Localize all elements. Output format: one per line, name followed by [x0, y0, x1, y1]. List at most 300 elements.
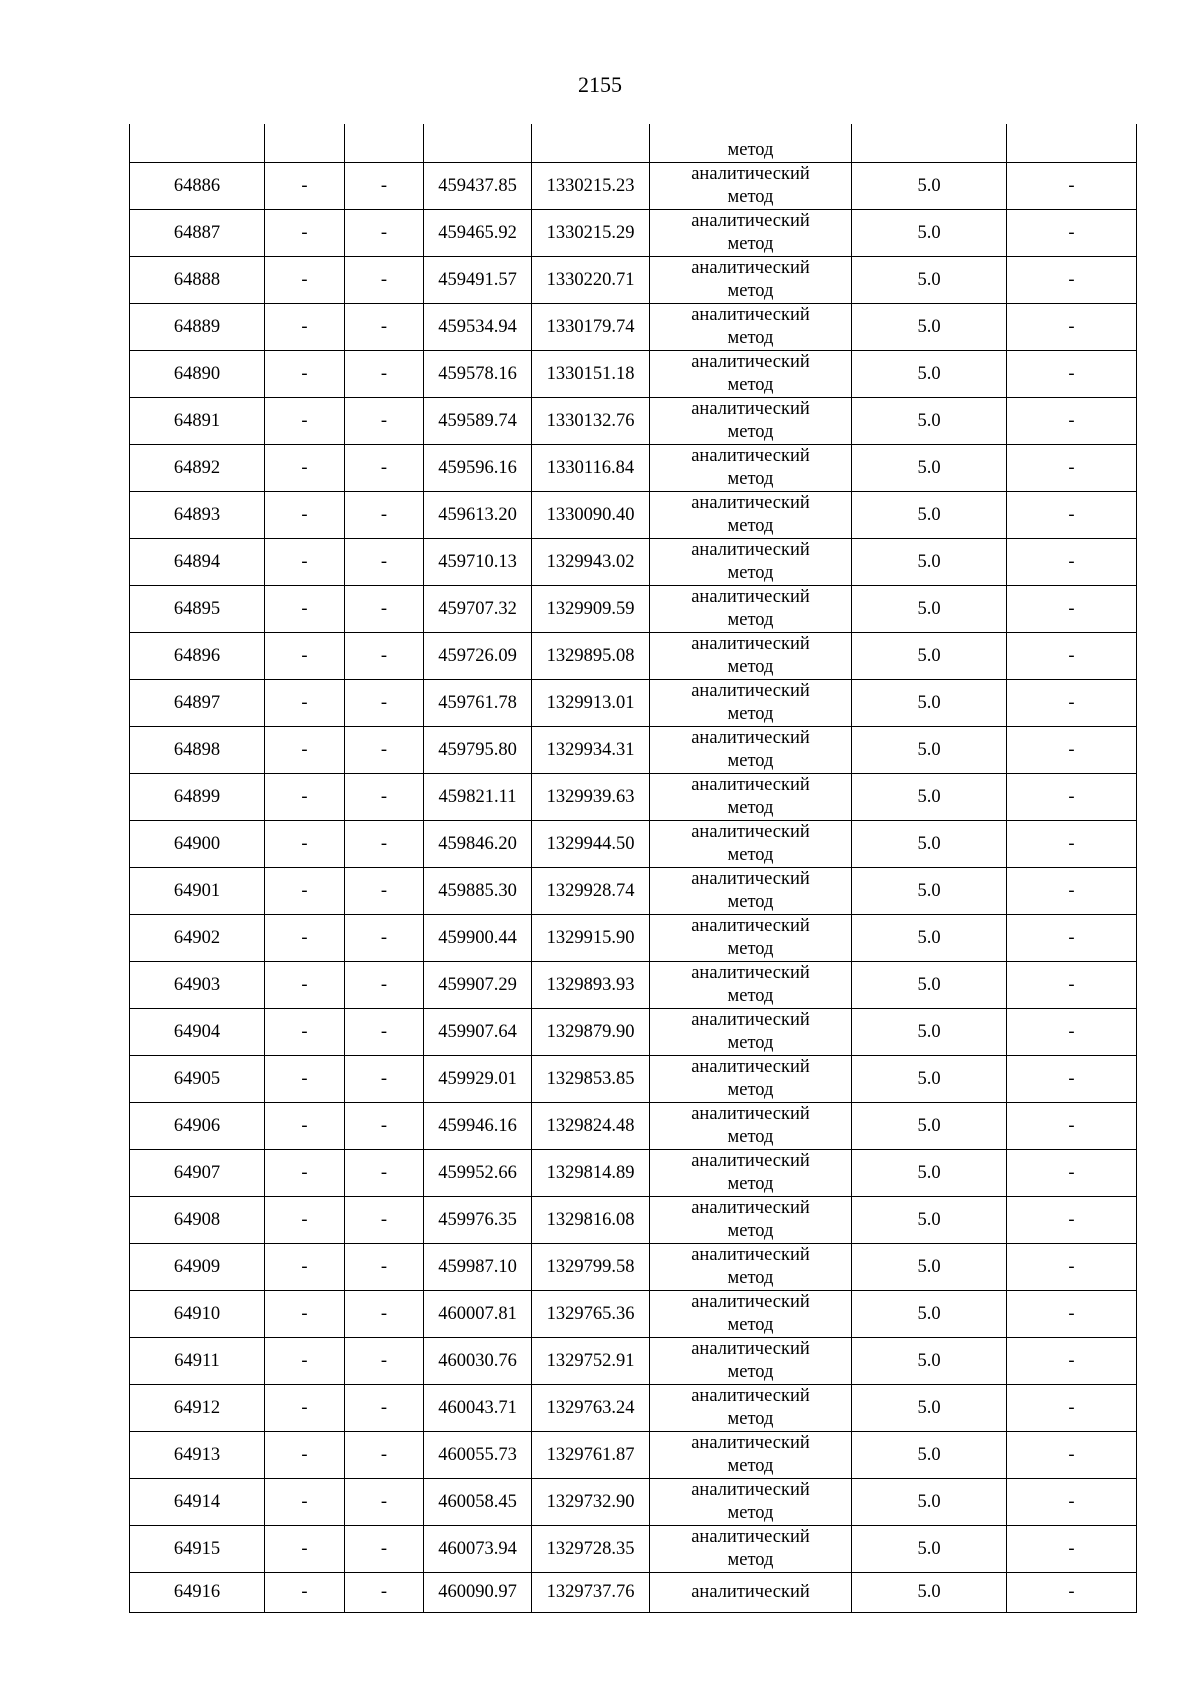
- method-cell: [650, 257, 852, 304]
- dash-cell: -: [265, 163, 345, 210]
- point-id-cell: 64896: [130, 633, 265, 680]
- dash-cell: -: [345, 445, 424, 492]
- table-row: [130, 1338, 1137, 1385]
- x-coordinate-cell: 459900.44: [424, 915, 532, 962]
- dash-cell: -: [1007, 398, 1137, 445]
- precision-cell: 5.0: [852, 351, 1007, 398]
- point-id-cell: 64901: [130, 868, 265, 915]
- precision-cell: 5.0: [852, 163, 1007, 210]
- method-text: метод: [727, 516, 774, 536]
- dash-cell: -: [345, 257, 424, 304]
- dash-cell: -: [1007, 1479, 1137, 1526]
- method-text: аналитический: [691, 446, 810, 466]
- table-cell: [1007, 124, 1137, 163]
- dash-cell: -: [265, 962, 345, 1009]
- method-text: аналитический: [691, 916, 810, 936]
- method-text: метод: [727, 1409, 774, 1429]
- dash-cell: -: [345, 163, 424, 210]
- point-id-cell: 64892: [130, 445, 265, 492]
- method-text: метод: [727, 1550, 774, 1570]
- precision-cell: 5.0: [852, 774, 1007, 821]
- method-cell: [650, 1291, 852, 1338]
- precision-cell: 5.0: [852, 492, 1007, 539]
- x-coordinate-cell: 459589.74: [424, 398, 532, 445]
- table-body: [130, 124, 1137, 1613]
- point-id-cell: 64900: [130, 821, 265, 868]
- y-coordinate-cell: 1329943.02: [532, 539, 650, 586]
- dash-cell: -: [345, 492, 424, 539]
- method-cell: [650, 124, 852, 163]
- table-cell: [532, 124, 650, 163]
- method-text: метод: [727, 986, 774, 1006]
- method-cell: [650, 1479, 852, 1526]
- method-text: метод: [727, 657, 774, 677]
- dash-cell: -: [265, 210, 345, 257]
- method-text: аналитический: [691, 963, 810, 983]
- dash-cell: -: [1007, 304, 1137, 351]
- dash-cell: -: [1007, 1385, 1137, 1432]
- dash-cell: -: [1007, 210, 1137, 257]
- y-coordinate-cell: 1329824.48: [532, 1103, 650, 1150]
- method-text: аналитический: [691, 1057, 810, 1077]
- dash-cell: -: [1007, 1009, 1137, 1056]
- dash-cell: -: [265, 1197, 345, 1244]
- method-cell: [650, 351, 852, 398]
- precision-cell: 5.0: [852, 1009, 1007, 1056]
- x-coordinate-cell: 459821.11: [424, 774, 532, 821]
- x-coordinate-cell: 460043.71: [424, 1385, 532, 1432]
- point-id-cell: 64916: [130, 1573, 265, 1613]
- dash-cell: -: [345, 1150, 424, 1197]
- dash-cell: -: [265, 539, 345, 586]
- dash-cell: -: [345, 1432, 424, 1479]
- dash-cell: -: [345, 304, 424, 351]
- dash-cell: -: [265, 1385, 345, 1432]
- precision-cell: 5.0: [852, 1197, 1007, 1244]
- method-text: метод: [727, 704, 774, 724]
- method-text: метод: [727, 1315, 774, 1335]
- method-text: аналитический: [691, 1386, 810, 1406]
- method-text: метод: [727, 1127, 774, 1147]
- method-text: метод: [727, 1033, 774, 1053]
- table-row: [130, 727, 1137, 774]
- y-coordinate-cell: 1329814.89: [532, 1150, 650, 1197]
- precision-cell: 5.0: [852, 1103, 1007, 1150]
- precision-cell: 5.0: [852, 1573, 1007, 1613]
- table-row: [130, 492, 1137, 539]
- method-text: аналитический: [691, 1292, 810, 1312]
- precision-cell: 5.0: [852, 962, 1007, 1009]
- method-text: аналитический: [691, 1582, 810, 1602]
- dash-cell: -: [1007, 1291, 1137, 1338]
- table-row: [130, 586, 1137, 633]
- method-text: метод: [727, 892, 774, 912]
- method-cell: [650, 304, 852, 351]
- x-coordinate-cell: 460073.94: [424, 1526, 532, 1573]
- table-row: [130, 1103, 1137, 1150]
- table-row: [130, 962, 1137, 1009]
- y-coordinate-cell: 1329909.59: [532, 586, 650, 633]
- y-coordinate-cell: 1330215.23: [532, 163, 650, 210]
- x-coordinate-cell: 459534.94: [424, 304, 532, 351]
- method-text: аналитический: [691, 1480, 810, 1500]
- table-row: [130, 163, 1137, 210]
- table-row: [130, 774, 1137, 821]
- table-row: [130, 1056, 1137, 1103]
- table-cell: [852, 124, 1007, 163]
- method-text: аналитический: [691, 1198, 810, 1218]
- method-text: метод: [727, 469, 774, 489]
- table-row: [130, 304, 1137, 351]
- dash-cell: -: [345, 774, 424, 821]
- x-coordinate-cell: 459846.20: [424, 821, 532, 868]
- dash-cell: -: [345, 868, 424, 915]
- method-cell: [650, 962, 852, 1009]
- x-coordinate-cell: 459726.09: [424, 633, 532, 680]
- point-id-cell: 64895: [130, 586, 265, 633]
- precision-cell: 5.0: [852, 1291, 1007, 1338]
- dash-cell: -: [345, 539, 424, 586]
- dash-cell: -: [265, 680, 345, 727]
- point-id-cell: 64905: [130, 1056, 265, 1103]
- dash-cell: -: [1007, 633, 1137, 680]
- x-coordinate-cell: 459710.13: [424, 539, 532, 586]
- x-coordinate-cell: 459987.10: [424, 1244, 532, 1291]
- x-coordinate-cell: 460030.76: [424, 1338, 532, 1385]
- dash-cell: -: [265, 304, 345, 351]
- method-text: аналитический: [691, 305, 810, 325]
- table-row: [130, 210, 1137, 257]
- precision-cell: 5.0: [852, 304, 1007, 351]
- dash-cell: -: [1007, 868, 1137, 915]
- x-coordinate-cell: 459976.35: [424, 1197, 532, 1244]
- method-cell: [650, 915, 852, 962]
- method-text: аналитический: [691, 164, 810, 184]
- method-cell: [650, 210, 852, 257]
- precision-cell: 5.0: [852, 1526, 1007, 1573]
- dash-cell: -: [1007, 1432, 1137, 1479]
- point-id-cell: 64893: [130, 492, 265, 539]
- y-coordinate-cell: 1329939.63: [532, 774, 650, 821]
- method-text: метод: [727, 845, 774, 865]
- method-text: метод: [727, 1503, 774, 1523]
- method-text: аналитический: [691, 1339, 810, 1359]
- dash-cell: -: [1007, 680, 1137, 727]
- y-coordinate-cell: 1329737.76: [532, 1573, 650, 1613]
- table-row: [130, 1432, 1137, 1479]
- dash-cell: -: [1007, 163, 1137, 210]
- precision-cell: 5.0: [852, 1385, 1007, 1432]
- y-coordinate-cell: 1329763.24: [532, 1385, 650, 1432]
- dash-cell: -: [265, 633, 345, 680]
- x-coordinate-cell: 459491.57: [424, 257, 532, 304]
- method-cell: [650, 680, 852, 727]
- dash-cell: -: [265, 1573, 345, 1613]
- x-coordinate-cell: 459952.66: [424, 1150, 532, 1197]
- y-coordinate-cell: 1329816.08: [532, 1197, 650, 1244]
- table-row: [130, 821, 1137, 868]
- method-cell: [650, 1573, 852, 1613]
- dash-cell: -: [1007, 492, 1137, 539]
- y-coordinate-cell: 1329765.36: [532, 1291, 650, 1338]
- dash-cell: -: [1007, 962, 1137, 1009]
- method-text: метод: [727, 1456, 774, 1476]
- point-id-cell: 64910: [130, 1291, 265, 1338]
- point-id-cell: 64914: [130, 1479, 265, 1526]
- table-row: [130, 1009, 1137, 1056]
- method-text: аналитический: [691, 399, 810, 419]
- dash-cell: -: [1007, 539, 1137, 586]
- method-text: метод: [727, 610, 774, 630]
- dash-cell: -: [265, 1479, 345, 1526]
- point-id-cell: 64899: [130, 774, 265, 821]
- method-text: аналитический: [691, 728, 810, 748]
- dash-cell: -: [265, 445, 345, 492]
- dash-cell: -: [1007, 257, 1137, 304]
- method-text: метод: [727, 798, 774, 818]
- point-id-cell: 64904: [130, 1009, 265, 1056]
- dash-cell: -: [265, 586, 345, 633]
- table-row: [130, 1479, 1137, 1526]
- y-coordinate-cell: 1330116.84: [532, 445, 650, 492]
- dash-cell: -: [345, 210, 424, 257]
- dash-cell: -: [265, 257, 345, 304]
- dash-cell: -: [1007, 727, 1137, 774]
- method-text: аналитический: [691, 1151, 810, 1171]
- dash-cell: -: [1007, 1197, 1137, 1244]
- method-text: метод: [727, 375, 774, 395]
- method-cell: [650, 633, 852, 680]
- y-coordinate-cell: 1329944.50: [532, 821, 650, 868]
- method-cell: [650, 1338, 852, 1385]
- dash-cell: -: [1007, 1150, 1137, 1197]
- dash-cell: -: [345, 1479, 424, 1526]
- point-id-cell: 64903: [130, 962, 265, 1009]
- table-cell: [345, 124, 424, 163]
- y-coordinate-cell: 1330132.76: [532, 398, 650, 445]
- dash-cell: -: [1007, 1244, 1137, 1291]
- y-coordinate-cell: 1329879.90: [532, 1009, 650, 1056]
- dash-cell: -: [345, 821, 424, 868]
- x-coordinate-cell: 460058.45: [424, 1479, 532, 1526]
- point-id-cell: 64907: [130, 1150, 265, 1197]
- y-coordinate-cell: 1330215.29: [532, 210, 650, 257]
- dash-cell: -: [345, 398, 424, 445]
- method-text: метод: [727, 563, 774, 583]
- precision-cell: 5.0: [852, 1056, 1007, 1103]
- y-coordinate-cell: 1330151.18: [532, 351, 650, 398]
- dash-cell: -: [1007, 1056, 1137, 1103]
- y-coordinate-cell: 1329913.01: [532, 680, 650, 727]
- x-coordinate-cell: 459437.85: [424, 163, 532, 210]
- method-cell: [650, 1009, 852, 1056]
- method-cell: [650, 868, 852, 915]
- dash-cell: -: [345, 633, 424, 680]
- point-id-cell: 64909: [130, 1244, 265, 1291]
- y-coordinate-cell: 1329728.35: [532, 1526, 650, 1573]
- table-cell: [265, 124, 345, 163]
- dash-cell: -: [265, 1103, 345, 1150]
- y-coordinate-cell: 1329895.08: [532, 633, 650, 680]
- method-text: метод: [727, 1174, 774, 1194]
- method-cell: [650, 1244, 852, 1291]
- dash-cell: -: [345, 1009, 424, 1056]
- point-id-cell: 64902: [130, 915, 265, 962]
- point-id-cell: 64912: [130, 1385, 265, 1432]
- dash-cell: -: [345, 1244, 424, 1291]
- method-text: аналитический: [691, 1245, 810, 1265]
- method-cell: [650, 1056, 852, 1103]
- precision-cell: 5.0: [852, 398, 1007, 445]
- x-coordinate-cell: 459929.01: [424, 1056, 532, 1103]
- method-cell: [650, 1197, 852, 1244]
- method-cell: [650, 586, 852, 633]
- dash-cell: -: [345, 1573, 424, 1613]
- point-id-cell: 64898: [130, 727, 265, 774]
- method-text: аналитический: [691, 634, 810, 654]
- x-coordinate-cell: 459578.16: [424, 351, 532, 398]
- y-coordinate-cell: 1329928.74: [532, 868, 650, 915]
- method-text: аналитический: [691, 822, 810, 842]
- y-coordinate-cell: 1329934.31: [532, 727, 650, 774]
- dash-cell: -: [345, 962, 424, 1009]
- method-text: аналитический: [691, 587, 810, 607]
- table-row-fragment: [130, 124, 1137, 163]
- method-text: аналитический: [691, 1010, 810, 1030]
- precision-cell: 5.0: [852, 680, 1007, 727]
- dash-cell: -: [265, 915, 345, 962]
- point-id-cell: 64897: [130, 680, 265, 727]
- x-coordinate-cell: 459907.29: [424, 962, 532, 1009]
- method-cell: [650, 398, 852, 445]
- dash-cell: -: [265, 1291, 345, 1338]
- precision-cell: 5.0: [852, 727, 1007, 774]
- method-cell: [650, 539, 852, 586]
- point-id-cell: 64886: [130, 163, 265, 210]
- method-text: метод: [727, 328, 774, 348]
- dash-cell: -: [265, 1244, 345, 1291]
- dash-cell: -: [345, 1103, 424, 1150]
- precision-cell: 5.0: [852, 1338, 1007, 1385]
- y-coordinate-cell: 1329893.93: [532, 962, 650, 1009]
- table-row: [130, 1197, 1137, 1244]
- method-text: аналитический: [691, 1433, 810, 1453]
- x-coordinate-cell: 459885.30: [424, 868, 532, 915]
- point-id-cell: 64890: [130, 351, 265, 398]
- method-text: аналитический: [691, 1104, 810, 1124]
- dash-cell: -: [265, 868, 345, 915]
- x-coordinate-cell: 459596.16: [424, 445, 532, 492]
- table-row: [130, 398, 1137, 445]
- dash-cell: -: [265, 1009, 345, 1056]
- y-coordinate-cell: 1330220.71: [532, 257, 650, 304]
- dash-cell: -: [265, 821, 345, 868]
- method-text: аналитический: [691, 493, 810, 513]
- method-text: аналитический: [691, 211, 810, 231]
- table-row: [130, 1244, 1137, 1291]
- method-text: аналитический: [691, 775, 810, 795]
- method-cell: [650, 1150, 852, 1197]
- x-coordinate-cell: 459707.32: [424, 586, 532, 633]
- y-coordinate-cell: 1329761.87: [532, 1432, 650, 1479]
- table-row: [130, 445, 1137, 492]
- precision-cell: 5.0: [852, 210, 1007, 257]
- method-cell: [650, 1103, 852, 1150]
- method-text: аналитический: [691, 258, 810, 278]
- table-row: [130, 1150, 1137, 1197]
- dash-cell: -: [265, 398, 345, 445]
- method-cell: [650, 727, 852, 774]
- dash-cell: -: [345, 1291, 424, 1338]
- dash-cell: -: [345, 1526, 424, 1573]
- dash-cell: -: [1007, 586, 1137, 633]
- point-id-cell: 64889: [130, 304, 265, 351]
- y-coordinate-cell: 1329799.58: [532, 1244, 650, 1291]
- x-coordinate-cell: 460007.81: [424, 1291, 532, 1338]
- method-cell: [650, 1432, 852, 1479]
- point-id-cell: 64911: [130, 1338, 265, 1385]
- dash-cell: -: [265, 492, 345, 539]
- precision-cell: 5.0: [852, 539, 1007, 586]
- dash-cell: -: [345, 1338, 424, 1385]
- dash-cell: -: [265, 1150, 345, 1197]
- point-id-cell: 64908: [130, 1197, 265, 1244]
- precision-cell: 5.0: [852, 868, 1007, 915]
- precision-cell: 5.0: [852, 257, 1007, 304]
- dash-cell: -: [265, 1432, 345, 1479]
- dash-cell: -: [265, 727, 345, 774]
- page-number: 2155: [578, 72, 622, 97]
- y-coordinate-cell: 1329752.91: [532, 1338, 650, 1385]
- x-coordinate-cell: 459946.16: [424, 1103, 532, 1150]
- method-text: аналитический: [691, 869, 810, 889]
- dash-cell: -: [345, 915, 424, 962]
- table-cell: [130, 124, 265, 163]
- point-id-cell: 64894: [130, 539, 265, 586]
- table-row: [130, 351, 1137, 398]
- table-row: [130, 680, 1137, 727]
- method-cell: [650, 821, 852, 868]
- dash-cell: -: [1007, 821, 1137, 868]
- x-coordinate-cell: 459613.20: [424, 492, 532, 539]
- precision-cell: 5.0: [852, 1432, 1007, 1479]
- table-row: [130, 1573, 1137, 1613]
- dash-cell: -: [345, 586, 424, 633]
- point-id-cell: 64888: [130, 257, 265, 304]
- method-cell: [650, 1526, 852, 1573]
- method-text: метод: [727, 140, 774, 160]
- method-text: метод: [727, 281, 774, 301]
- coordinates-table: [129, 124, 1137, 1613]
- method-text: аналитический: [691, 681, 810, 701]
- table-cell: [424, 124, 532, 163]
- method-text: метод: [727, 422, 774, 442]
- table-row: [130, 1385, 1137, 1432]
- method-cell: [650, 774, 852, 821]
- point-id-cell: 64891: [130, 398, 265, 445]
- method-cell: [650, 1385, 852, 1432]
- x-coordinate-cell: 459907.64: [424, 1009, 532, 1056]
- y-coordinate-cell: 1330179.74: [532, 304, 650, 351]
- dash-cell: -: [345, 1385, 424, 1432]
- dash-cell: -: [1007, 1526, 1137, 1573]
- dash-cell: -: [265, 1526, 345, 1573]
- point-id-cell: 64906: [130, 1103, 265, 1150]
- dash-cell: -: [1007, 351, 1137, 398]
- method-text: аналитический: [691, 352, 810, 372]
- x-coordinate-cell: 459795.80: [424, 727, 532, 774]
- method-text: метод: [727, 187, 774, 207]
